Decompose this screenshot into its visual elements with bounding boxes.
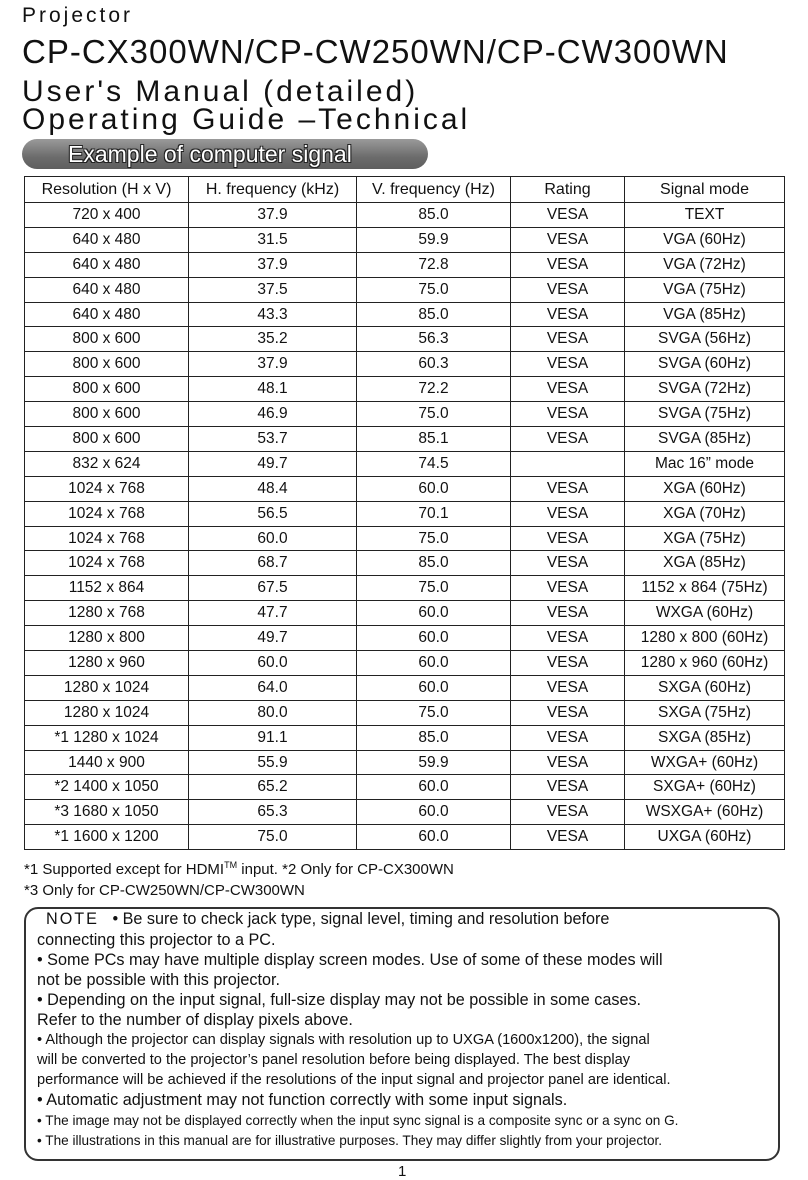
cell-signal-mode: SVGA (85Hz) xyxy=(625,427,785,452)
cell-v-frequency: 60.0 xyxy=(357,476,511,501)
cell-h-frequency: 65.3 xyxy=(189,800,357,825)
note-line-8: will be converted to the projector’s panel resolution before being displayed. The best display xyxy=(37,1052,631,1068)
cell-signal-mode: XGA (60Hz) xyxy=(625,476,785,501)
table-row xyxy=(25,725,785,750)
table-row xyxy=(25,750,785,775)
manual-title-line1: User's Manual (detailed) xyxy=(22,75,419,108)
cell-v-frequency: 85.0 xyxy=(357,725,511,750)
cell-rating: VESA xyxy=(511,427,625,452)
cell-h-frequency: 91.1 xyxy=(189,725,357,750)
footnote-1 xyxy=(24,860,454,878)
cell-rating: VESA xyxy=(511,800,625,825)
cell-signal-mode: WSXGA+ (60Hz) xyxy=(625,800,785,825)
table-row xyxy=(25,601,785,626)
table-row xyxy=(25,825,785,850)
col-header-rating: Rating xyxy=(511,177,625,203)
cell-rating: VESA xyxy=(511,725,625,750)
cell-resolution: *1 1600 x 1200 xyxy=(25,825,189,850)
trademark-mark: TM xyxy=(224,860,238,870)
cell-v-frequency: 72.2 xyxy=(357,377,511,402)
cell-rating: VESA xyxy=(511,576,625,601)
cell-v-frequency: 60.0 xyxy=(357,626,511,651)
note-line-7: • Although the projector can display signals with resolution up to UXGA (1600x1200), the signal xyxy=(37,1032,650,1048)
cell-h-frequency: 64.0 xyxy=(189,675,357,700)
cell-h-frequency: 60.0 xyxy=(189,651,357,676)
cell-resolution: 640 x 480 xyxy=(25,252,189,277)
cell-h-frequency: 37.5 xyxy=(189,277,357,302)
table-row xyxy=(25,277,785,302)
cell-v-frequency: 75.0 xyxy=(357,402,511,427)
cell-h-frequency: 48.4 xyxy=(189,476,357,501)
col-header-signal-mode: Signal mode xyxy=(625,177,785,203)
col-header-h-frequency: H. frequency (kHz) xyxy=(189,177,357,203)
cell-rating: VESA xyxy=(511,402,625,427)
cell-v-frequency: 72.8 xyxy=(357,252,511,277)
cell-signal-mode: VGA (85Hz) xyxy=(625,302,785,327)
cell-resolution: 640 x 480 xyxy=(25,302,189,327)
cell-resolution: 1024 x 768 xyxy=(25,476,189,501)
cell-h-frequency: 55.9 xyxy=(189,750,357,775)
cell-v-frequency: 85.1 xyxy=(357,427,511,452)
cell-resolution: 1024 x 768 xyxy=(25,501,189,526)
cell-v-frequency: 75.0 xyxy=(357,277,511,302)
note-line-12: • The illustrations in this manual are for illustrative purposes. They may differ slightly from your projector. xyxy=(37,1133,663,1148)
cell-v-frequency: 59.9 xyxy=(357,227,511,252)
table-row xyxy=(25,775,785,800)
note-line-5: • Depending on the input signal, full-size display may not be possible in some cases. xyxy=(37,991,642,1009)
manual-title-line2: Operating Guide –Technical xyxy=(22,103,471,136)
note-line-1 xyxy=(37,910,773,929)
cell-v-frequency: 74.5 xyxy=(357,451,511,476)
table-row xyxy=(25,626,785,651)
cell-resolution: 832 x 624 xyxy=(25,451,189,476)
cell-rating: VESA xyxy=(511,327,625,352)
table-header-row xyxy=(25,177,785,203)
cell-h-frequency: 48.1 xyxy=(189,377,357,402)
section-heading-text: Example of computer signal xyxy=(68,141,352,167)
cell-resolution: 1440 x 900 xyxy=(25,750,189,775)
header-manual-title xyxy=(22,75,471,136)
cell-resolution: 1280 x 768 xyxy=(25,601,189,626)
cell-v-frequency: 85.0 xyxy=(357,203,511,228)
table-row xyxy=(25,651,785,676)
note-line-6: Refer to the number of display pixels above. xyxy=(37,1011,353,1029)
table-row xyxy=(25,427,785,452)
cell-v-frequency: 60.3 xyxy=(357,352,511,377)
cell-v-frequency: 85.0 xyxy=(357,302,511,327)
cell-rating: VESA xyxy=(511,551,625,576)
cell-rating: VESA xyxy=(511,252,625,277)
cell-signal-mode: SVGA (56Hz) xyxy=(625,327,785,352)
cell-rating: VESA xyxy=(511,377,625,402)
cell-v-frequency: 60.0 xyxy=(357,800,511,825)
cell-rating: VESA xyxy=(511,501,625,526)
footnote-1-part1: *1 Supported except for HDMI xyxy=(24,861,225,878)
cell-h-frequency: 37.9 xyxy=(189,352,357,377)
cell-resolution: 800 x 600 xyxy=(25,327,189,352)
note-line-9: performance will be achieved if the resolutions of the input signal and projector panel are identical. xyxy=(37,1072,671,1088)
cell-h-frequency: 43.3 xyxy=(189,302,357,327)
cell-signal-mode: VGA (60Hz) xyxy=(625,227,785,252)
cell-h-frequency: 46.9 xyxy=(189,402,357,427)
cell-resolution: 1152 x 864 xyxy=(25,576,189,601)
cell-v-frequency: 70.1 xyxy=(357,501,511,526)
cell-rating: VESA xyxy=(511,700,625,725)
cell-rating: VESA xyxy=(511,476,625,501)
cell-signal-mode: SXGA+ (60Hz) xyxy=(625,775,785,800)
cell-resolution: *2 1400 x 1050 xyxy=(25,775,189,800)
cell-resolution: *3 1680 x 1050 xyxy=(25,800,189,825)
table-row xyxy=(25,476,785,501)
cell-rating: VESA xyxy=(511,352,625,377)
note-line-4: not be possible with this projector. xyxy=(37,971,280,989)
section-heading xyxy=(22,139,428,169)
cell-h-frequency: 75.0 xyxy=(189,825,357,850)
footnote-2: *3 Only for CP-CW250WN/CP-CW300WN xyxy=(24,882,305,899)
cell-h-frequency: 35.2 xyxy=(189,327,357,352)
cell-h-frequency: 56.5 xyxy=(189,501,357,526)
cell-h-frequency: 47.7 xyxy=(189,601,357,626)
header-model: CP-CX300WN/CP-CW250WN/CP-CW300WN xyxy=(22,33,729,70)
cell-v-frequency: 75.0 xyxy=(357,700,511,725)
cell-rating: VESA xyxy=(511,626,625,651)
note-line-11: • The image may not be displayed correctly when the input sync signal is a composite sync or a sync on G. xyxy=(37,1113,679,1128)
cell-rating: VESA xyxy=(511,651,625,676)
cell-signal-mode: TEXT xyxy=(625,203,785,228)
note-line-10: • Automatic adjustment may not function correctly with some input signals. xyxy=(37,1091,568,1109)
cell-h-frequency: 80.0 xyxy=(189,700,357,725)
cell-v-frequency: 56.3 xyxy=(357,327,511,352)
cell-signal-mode: VGA (75Hz) xyxy=(625,277,785,302)
table-row xyxy=(25,203,785,228)
table-row xyxy=(25,526,785,551)
footnote-1-part2: input. *2 Only for CP-CX300WN xyxy=(237,861,454,878)
table-row xyxy=(25,800,785,825)
cell-signal-mode: XGA (70Hz) xyxy=(625,501,785,526)
header-product: Projector xyxy=(22,4,134,27)
cell-rating: VESA xyxy=(511,526,625,551)
cell-resolution: 800 x 600 xyxy=(25,352,189,377)
page-number: 1 xyxy=(398,1163,407,1180)
cell-h-frequency: 60.0 xyxy=(189,526,357,551)
cell-rating: VESA xyxy=(511,601,625,626)
cell-resolution: *1 1280 x 1024 xyxy=(25,725,189,750)
table-row xyxy=(25,252,785,277)
cell-signal-mode: XGA (75Hz) xyxy=(625,526,785,551)
table-row xyxy=(25,302,785,327)
cell-resolution: 1280 x 1024 xyxy=(25,675,189,700)
cell-h-frequency: 49.7 xyxy=(189,451,357,476)
cell-h-frequency: 49.7 xyxy=(189,626,357,651)
note-label: NOTE xyxy=(46,910,99,928)
table-row xyxy=(25,227,785,252)
cell-v-frequency: 60.0 xyxy=(357,775,511,800)
cell-v-frequency: 60.0 xyxy=(357,601,511,626)
table-row xyxy=(25,551,785,576)
cell-resolution: 1024 x 768 xyxy=(25,551,189,576)
cell-h-frequency: 37.9 xyxy=(189,203,357,228)
cell-signal-mode: VGA (72Hz) xyxy=(625,252,785,277)
cell-h-frequency: 37.9 xyxy=(189,252,357,277)
cell-signal-mode: SXGA (60Hz) xyxy=(625,675,785,700)
cell-signal-mode: SXGA (85Hz) xyxy=(625,725,785,750)
cell-resolution: 1024 x 768 xyxy=(25,526,189,551)
cell-signal-mode: SVGA (75Hz) xyxy=(625,402,785,427)
cell-signal-mode: 1280 x 960 (60Hz) xyxy=(625,651,785,676)
cell-signal-mode: UXGA (60Hz) xyxy=(625,825,785,850)
cell-resolution: 800 x 600 xyxy=(25,402,189,427)
cell-signal-mode: SXGA (75Hz) xyxy=(625,700,785,725)
cell-resolution: 640 x 480 xyxy=(25,277,189,302)
cell-v-frequency: 59.9 xyxy=(357,750,511,775)
cell-h-frequency: 67.5 xyxy=(189,576,357,601)
cell-resolution: 800 x 600 xyxy=(25,377,189,402)
cell-resolution: 1280 x 1024 xyxy=(25,700,189,725)
cell-signal-mode: Mac 16” mode xyxy=(625,451,785,476)
table-row xyxy=(25,501,785,526)
table-row xyxy=(25,377,785,402)
cell-resolution: 640 x 480 xyxy=(25,227,189,252)
cell-rating: VESA xyxy=(511,302,625,327)
table-row xyxy=(25,451,785,476)
cell-signal-mode: XGA (85Hz) xyxy=(625,551,785,576)
table-row xyxy=(25,576,785,601)
cell-signal-mode: WXGA+ (60Hz) xyxy=(625,750,785,775)
cell-h-frequency: 68.7 xyxy=(189,551,357,576)
cell-rating xyxy=(511,451,625,476)
cell-rating: VESA xyxy=(511,277,625,302)
col-header-resolution: Resolution (H x V) xyxy=(25,177,189,203)
cell-h-frequency: 31.5 xyxy=(189,227,357,252)
signal-table xyxy=(24,176,785,850)
cell-signal-mode: SVGA (72Hz) xyxy=(625,377,785,402)
cell-signal-mode: WXGA (60Hz) xyxy=(625,601,785,626)
cell-signal-mode: 1280 x 800 (60Hz) xyxy=(625,626,785,651)
cell-h-frequency: 65.2 xyxy=(189,775,357,800)
table-row xyxy=(25,402,785,427)
cell-resolution: 720 x 400 xyxy=(25,203,189,228)
cell-v-frequency: 60.0 xyxy=(357,651,511,676)
cell-rating: VESA xyxy=(511,675,625,700)
note-line-3: • Some PCs may have multiple display screen modes. Use of some of these modes will xyxy=(37,951,663,969)
cell-resolution: 1280 x 960 xyxy=(25,651,189,676)
note-line-1-text: • Be sure to check jack type, signal level, timing and resolution before xyxy=(112,910,610,928)
cell-rating: VESA xyxy=(511,775,625,800)
note-line-2: connecting this projector to a PC. xyxy=(37,931,276,949)
cell-signal-mode: SVGA (60Hz) xyxy=(625,352,785,377)
cell-v-frequency: 85.0 xyxy=(357,551,511,576)
cell-h-frequency: 53.7 xyxy=(189,427,357,452)
cell-v-frequency: 75.0 xyxy=(357,526,511,551)
table-row xyxy=(25,352,785,377)
cell-v-frequency: 60.0 xyxy=(357,825,511,850)
cell-v-frequency: 75.0 xyxy=(357,576,511,601)
cell-rating: VESA xyxy=(511,227,625,252)
table-row xyxy=(25,327,785,352)
cell-rating: VESA xyxy=(511,825,625,850)
cell-signal-mode: 1152 x 864 (75Hz) xyxy=(625,576,785,601)
cell-resolution: 800 x 600 xyxy=(25,427,189,452)
cell-v-frequency: 60.0 xyxy=(357,675,511,700)
col-header-v-frequency: V. frequency (Hz) xyxy=(357,177,511,203)
table-row xyxy=(25,700,785,725)
table-row xyxy=(25,675,785,700)
cell-rating: VESA xyxy=(511,750,625,775)
cell-resolution: 1280 x 800 xyxy=(25,626,189,651)
cell-rating: VESA xyxy=(511,203,625,228)
